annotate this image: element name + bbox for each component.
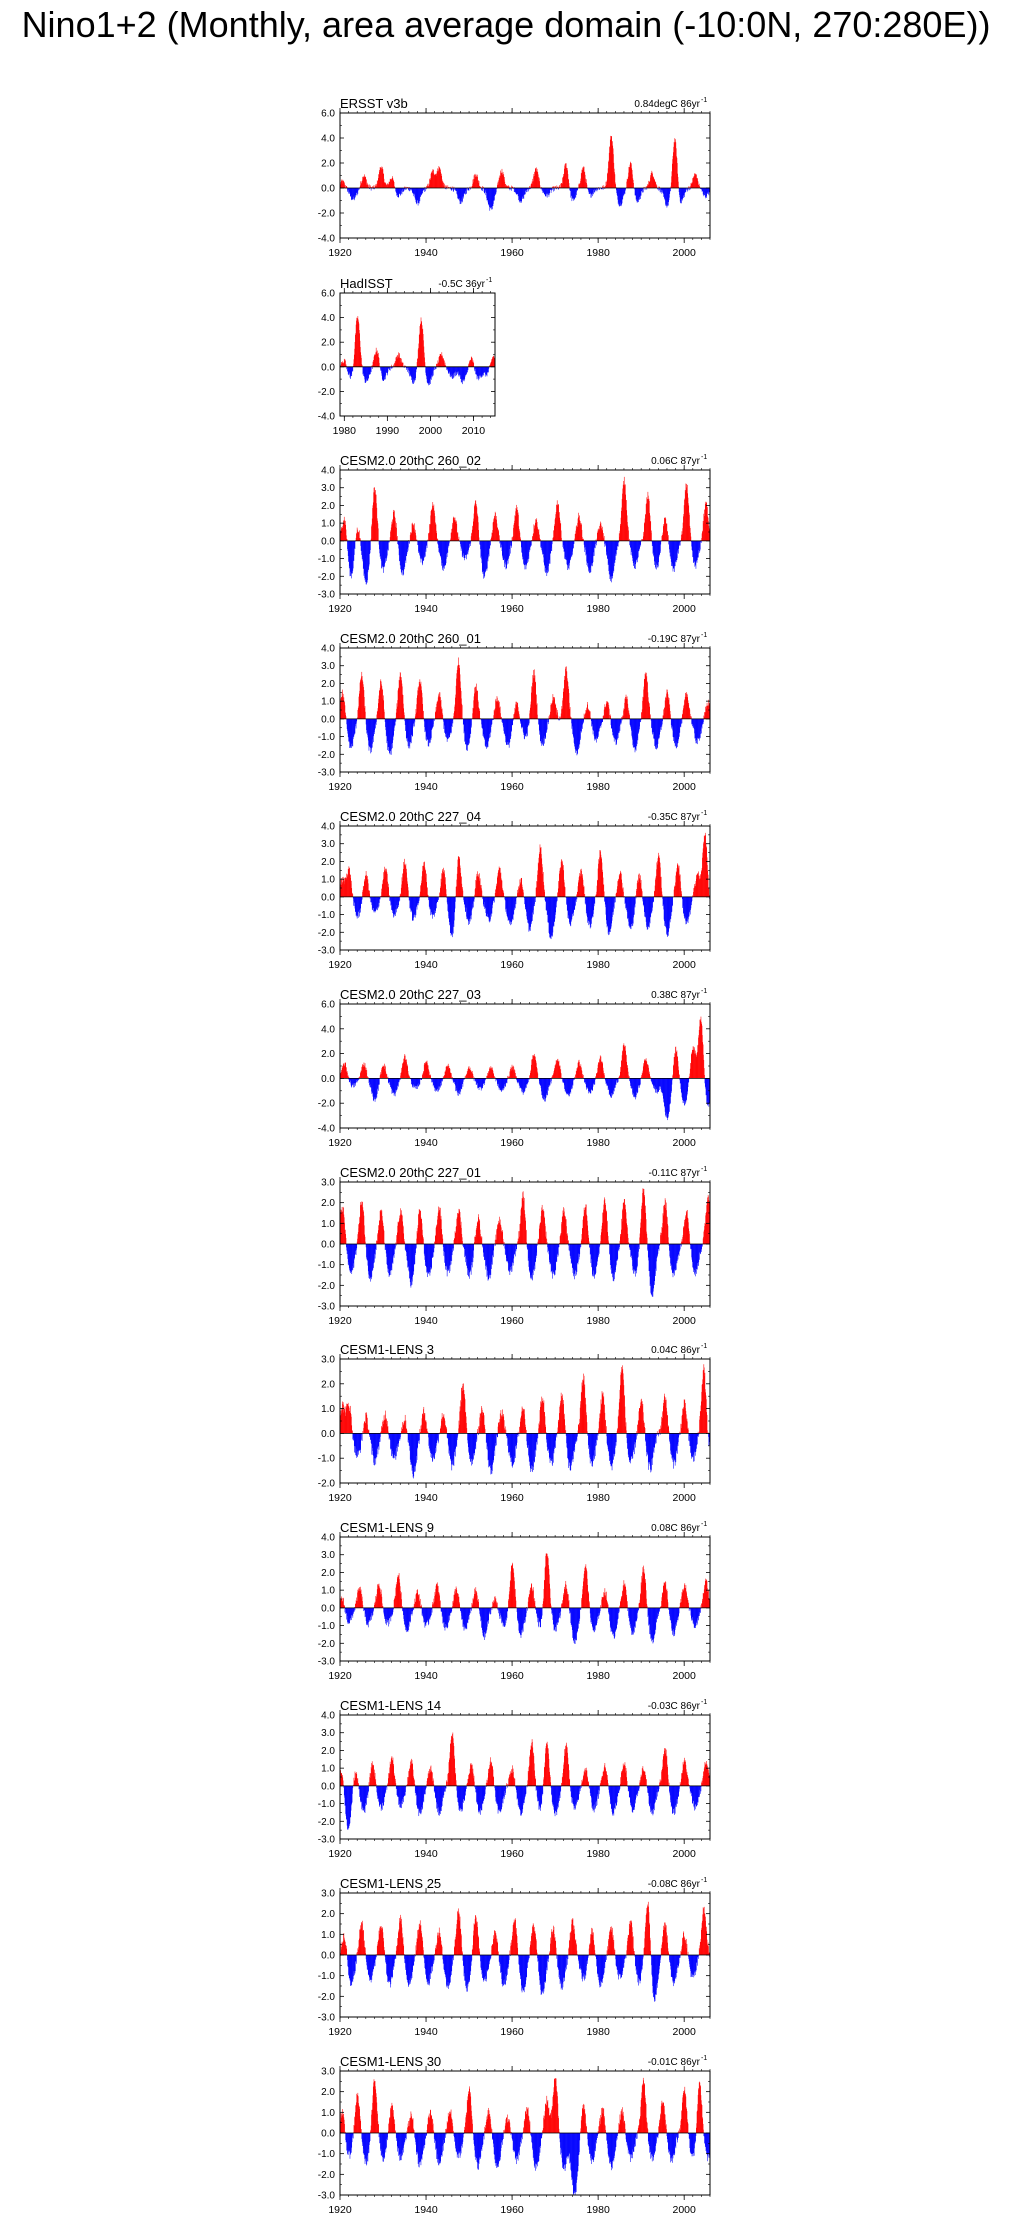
y-tick-label: 2.0 [321,337,335,349]
x-tick-label: 2010 [461,425,486,437]
x-tick-label: 1960 [500,247,524,259]
trend-superscript: -1 [701,97,708,104]
data-bar [643,188,644,192]
data-bar [523,892,524,896]
data-bar [609,715,610,719]
data-bar [395,719,396,726]
y-tick-label: 4.0 [321,313,335,325]
bar-series [340,136,710,211]
data-bar [511,541,512,546]
y-tick-label: 0.0 [321,536,335,548]
panel-title: CESM2.0 20thC 260_02 [340,453,481,468]
data-bar [623,892,624,897]
data-bar [604,891,605,896]
y-tick-label: -2.0 [317,386,335,398]
data-bar [388,541,389,551]
data-bar [466,188,467,193]
data-bar [584,886,585,896]
data-bar [615,897,616,902]
panel-title: ERSST v3b [340,96,408,111]
y-tick-label: -1.0 [317,732,335,744]
y-tick-label: -4.0 [317,233,335,245]
data-bar [378,528,379,540]
data-bar [628,530,629,540]
data-bar [531,541,532,546]
data-bar [558,716,559,719]
data-bar [703,719,704,722]
panel-title: HadISST [340,276,393,291]
data-bar [362,897,363,900]
data-bar [408,541,409,548]
data-bar [553,188,554,192]
data-bar [670,188,671,191]
x-tick-label: 2000 [672,247,696,259]
data-bar [459,537,460,541]
chart-panel [318,96,710,259]
data-bar [345,185,346,188]
data-bar [453,188,454,191]
data-bar [443,715,444,719]
x-tick-label: 1960 [500,603,524,615]
x-tick-label: 2000 [672,781,696,793]
data-bar [424,188,425,192]
data-bar [514,188,515,192]
x-tick-label: 1980 [332,425,356,437]
data-bar [463,891,464,897]
data-bar [355,541,356,549]
x-tick-label: 2000 [672,603,696,615]
data-bar [399,897,400,902]
data-bar [379,363,380,367]
y-tick-label: 6.0 [321,108,335,120]
data-bar [672,897,673,906]
y-tick-label: -1.0 [317,554,335,566]
data-bar [537,715,538,719]
trend-superscript: -1 [486,277,493,284]
x-tick-label: 1940 [414,247,438,259]
data-bar [374,185,375,188]
x-tick-label: 1940 [414,781,438,793]
data-bar [629,715,630,719]
y-tick-label: -2.0 [317,571,335,583]
y-tick-label: 4.0 [321,643,335,655]
data-bar [691,537,692,541]
data-bar [534,897,535,906]
data-bar [661,541,662,545]
data-bar [371,367,372,372]
x-tick-label: 1920 [328,781,352,793]
data-bar [455,897,456,902]
data-bar [427,541,428,548]
data-bar [468,367,469,370]
bar-series [340,833,710,939]
data-bar [369,891,370,897]
data-bar [682,719,683,723]
data-bar [369,185,370,189]
data-bar [576,897,577,902]
data-bar [471,719,472,728]
trend-superscript: -1 [701,454,708,461]
data-bar [400,897,401,901]
data-bar [403,363,404,367]
x-tick-label: 1920 [328,603,352,615]
trend-label: -0.5C 36yr [438,279,485,290]
data-bar [462,705,463,719]
bar-series [340,316,495,385]
data-bar [388,887,389,897]
data-bar [479,711,480,719]
trend-label: -0.19C 87yr [647,634,700,645]
x-tick-label: 2000 [418,425,443,437]
trend-label: 0.84degC 86yr [634,99,700,110]
data-bar [621,719,622,723]
panel-title: CESM2.0 20thC 260_01 [340,631,481,646]
x-tick-label: 1990 [375,425,400,437]
data-bar [653,897,654,902]
y-tick-label: 1.0 [321,696,335,708]
data-bar [651,531,652,541]
data-bar [690,716,691,719]
y-tick-label: 3.0 [321,483,335,495]
data-bar [423,711,424,719]
data-bar [686,188,687,192]
data-bar [544,890,545,897]
data-bar [384,712,385,719]
y-tick-label: 4.0 [321,133,335,145]
data-bar [650,714,651,718]
trend-label: 0.06C 87yr [651,456,700,467]
data-bar [635,897,636,904]
y-tick-label: 0.0 [321,362,335,374]
x-tick-label: 1920 [328,247,352,259]
data-bar [640,541,641,547]
y-tick-label: 1.0 [321,518,335,530]
data-bar [482,891,483,897]
data-bar [587,185,588,188]
x-tick-label: 1980 [586,603,610,615]
data-bar [595,897,596,904]
data-bar [610,716,611,719]
data-bar [557,897,558,901]
y-tick-label: 6.0 [321,288,335,300]
trend-superscript: -1 [701,632,708,639]
data-bar [370,541,371,550]
y-tick-label: 2.0 [321,500,335,512]
data-bar [681,719,682,724]
data-bar [397,536,398,541]
data-bar [490,541,491,545]
x-tick-label: 1940 [414,603,438,615]
data-bar [353,367,354,371]
bar-series [340,657,710,755]
data-bar [402,188,403,192]
data-bar [574,541,575,544]
plot-frame [340,648,710,772]
y-tick-label: 3.0 [321,661,335,673]
page-title: Nino1+2 (Monthly, area average domain (-10:0N, 270:280E)) [21,4,991,45]
y-tick-label: 0.0 [321,714,335,726]
data-bar [633,183,634,188]
data-bar [376,719,377,722]
data-bar [499,535,500,541]
x-tick-label: 1980 [586,247,610,259]
data-bar [494,897,495,903]
data-bar [433,719,434,727]
data-bar [437,541,438,544]
y-tick-label: -3.0 [317,589,335,601]
y-tick-label: 2.0 [321,678,335,690]
y-tick-label: -4.0 [317,411,335,423]
data-bar [604,536,605,541]
data-bar [415,719,416,723]
plot-frame [340,293,495,416]
data-bar [453,719,454,724]
y-tick-label: -3.0 [317,767,335,779]
chart-panel [318,809,710,971]
chart-panel [318,453,710,615]
x-tick-label: 1980 [586,781,610,793]
data-bar [561,538,562,541]
data-bar [473,363,474,367]
data-bar [583,719,584,722]
data-bar [437,364,438,367]
data-bar [479,537,480,540]
data-bar [548,719,549,722]
data-bar [511,188,512,191]
data-bar [552,541,553,544]
data-bar [408,890,409,896]
data-bar [438,897,439,900]
data-bar [529,719,530,723]
data-bar [365,712,366,719]
chart-panel [318,631,710,793]
data-bar [660,188,661,192]
data-bar [585,894,586,897]
y-tick-label: 0.0 [321,183,335,195]
plot-frame [340,113,710,238]
data-bar [516,897,517,904]
data-bar [512,537,513,541]
data-bar [512,719,513,725]
y-tick-label: -2.0 [317,208,335,220]
y-tick-label: 2.0 [321,158,335,170]
data-bar [602,719,603,722]
data-bar [404,715,405,719]
y-tick-label: -2.0 [317,749,335,761]
data-bar [642,891,643,897]
data-bar [629,541,630,545]
data-bar [409,541,410,544]
data-bar [625,188,626,194]
bar-series [340,477,710,585]
y-tick-label: 4.0 [321,465,335,477]
data-bar [425,188,426,191]
chart-panel [318,276,495,437]
data-bar [565,887,566,897]
data-bar [595,541,596,544]
data-bar [396,719,397,722]
data-bar [668,535,669,541]
x-tick-label: 1960 [500,781,524,793]
